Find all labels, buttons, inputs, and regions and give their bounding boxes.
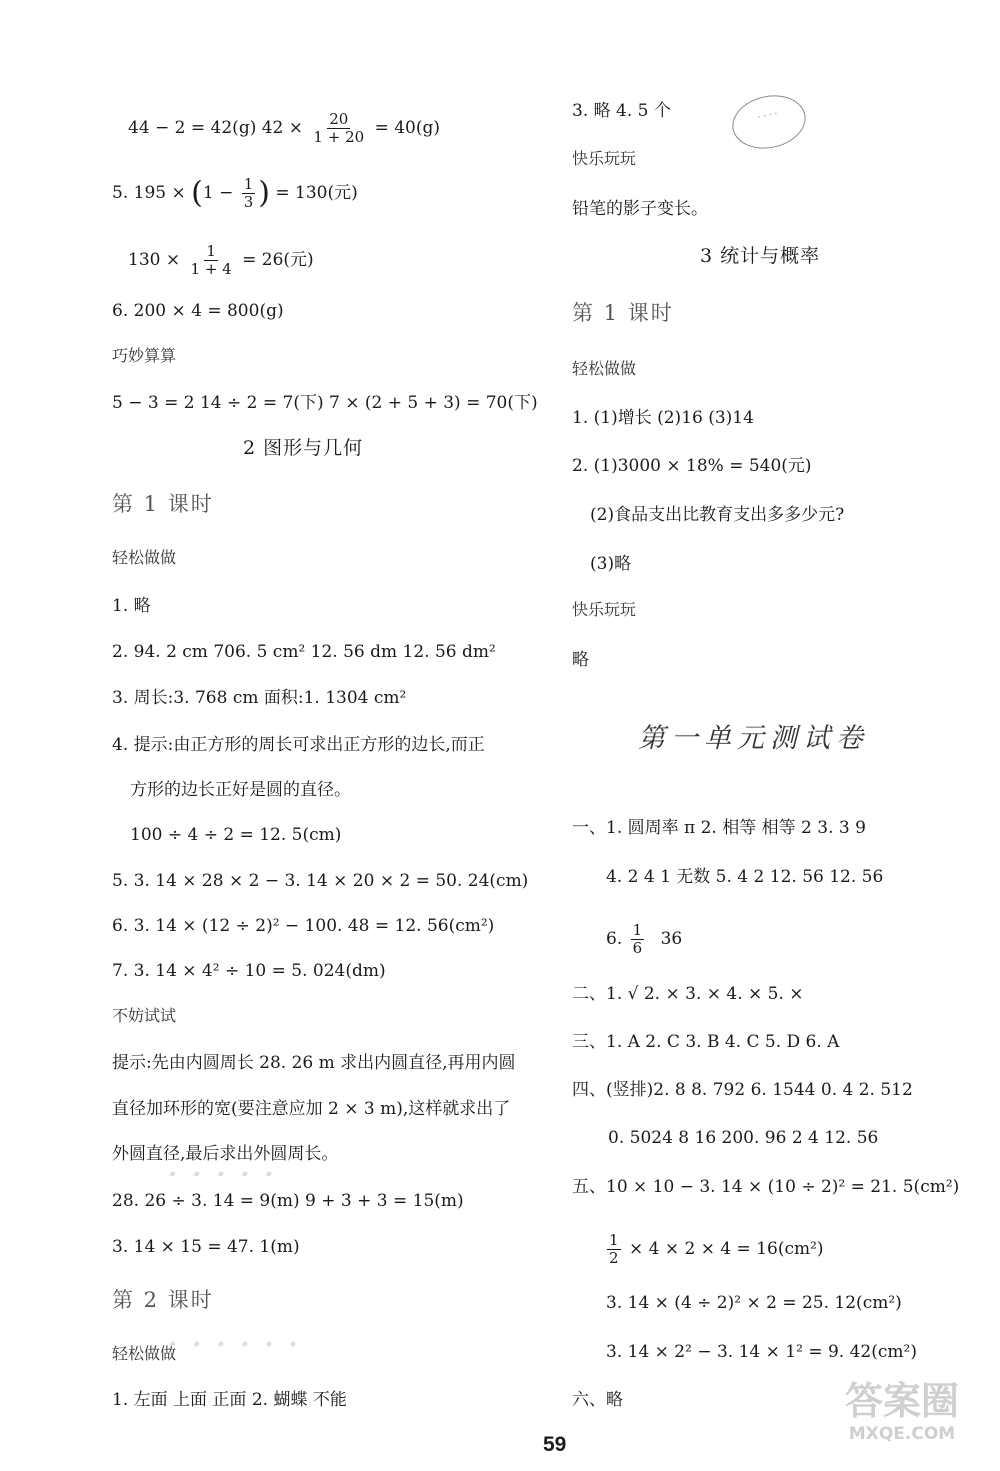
answer-line: 方形的边长正好是圆的直径。: [130, 780, 351, 800]
section-heading: 巧妙算算: [112, 346, 177, 365]
chapter-heading: 2 图形与几何: [243, 437, 364, 459]
stamp-seal: · · · ·: [727, 89, 810, 155]
answer-line: 7. 3. 14 × 4² ÷ 10 = 5. 024(dm): [112, 961, 386, 981]
answer-line: 3. 略 4. 5 个: [572, 101, 671, 121]
answer-line: 2. (1)3000 × 18% = 540(元): [572, 456, 812, 476]
answer-line: 2. 94. 2 cm 706. 5 cm² 12. 56 dm 12. 56 dm²: [112, 642, 496, 662]
answer-line: 1. 左面 上面 正面 2. 蝴蝶 不能: [112, 1390, 347, 1410]
answer-line: 直径加环形的宽(要注意应加 2 × 3 m),这样就求出了: [112, 1099, 511, 1119]
answer-line: 3. 14 × 2² − 3. 14 × 1² = 9. 42(cm²): [606, 1342, 917, 1362]
fraction: $\frac{1}{3}$: [243, 175, 254, 211]
answer-line: 四、(竖排)2. 8 8. 792 6. 1544 0. 4 2. 512: [572, 1080, 913, 1100]
section-heading: 轻松做做: [112, 1344, 177, 1363]
answer-line: 4. 提示:由正方形的周长可求出正方形的边长,而正: [112, 735, 485, 755]
answer-line: 五、10 × 10 − 3. 14 × (10 ÷ 2)² = 21. 5(cm²): [572, 1177, 960, 1197]
section-heading: 轻松做做: [112, 548, 177, 567]
answer-line: 130 × $\frac{1}{1 + 4}$ = 26(元): [128, 242, 314, 278]
faint-watermark: · · · · ·: [168, 1160, 277, 1190]
answer-line: $\frac{1}{2}$ × 4 × 2 × 4 = 16(cm²): [609, 1231, 824, 1267]
answer-line: 6. $\frac{1}{6}$ 36: [606, 921, 683, 957]
answer-line: 3. 14 × 15 = 47. 1(m): [112, 1237, 300, 1257]
fraction: $\frac{1}{6}$: [632, 921, 643, 957]
answer-line: 5. 195 × (1 − $\frac{1}{3}$ ) = 130(元): [112, 175, 358, 211]
lesson-heading: 第 1 课时: [112, 492, 214, 516]
answer-line: 三、1. A 2. C 3. B 4. C 5. D 6. A: [572, 1032, 840, 1052]
answer-line: 5. 3. 14 × 28 × 2 − 3. 14 × 20 × 2 = 50. 24(cm): [112, 871, 529, 891]
lesson-heading: 第 1 课时: [572, 301, 674, 325]
page-number: 59: [543, 1433, 567, 1456]
answer-line: 6. 3. 14 × (12 ÷ 2)² − 100. 48 = 12. 56(cm²): [112, 916, 495, 936]
answer-line: 3. 周长:3. 768 cm 面积:1. 1304 cm²: [112, 688, 407, 708]
answer-line: 铅笔的影子变长。: [572, 199, 708, 219]
answer-line: 4. 2 4 1 无数 5. 4 2 12. 56 12. 56: [606, 867, 884, 887]
section-heading: 轻松做做: [572, 359, 637, 378]
answer-line: (2)食品支出比教育支出多多少元?: [590, 505, 845, 525]
answer-line: 1. (1)增长 (2)16 (3)14: [572, 408, 754, 428]
answer-line: 44 − 2 = 42(g) 42 × $\frac{20}{1 + 20}$ = 40(g): [128, 110, 441, 146]
faint-watermark: · · · · · ·: [168, 1330, 301, 1360]
section-heading: 快乐玩玩: [572, 149, 637, 168]
answer-line: 外圆直径,最后求出外圆周长。: [112, 1144, 339, 1164]
answer-line: 提示:先由内圆周长 28. 26 m 求出内圆直径,再用内圆: [112, 1053, 516, 1073]
answer-line: 略: [572, 650, 589, 670]
answer-line: 1. 略: [112, 596, 151, 616]
answer-line: 二、1. √ 2. × 3. × 4. × 5. ×: [572, 984, 804, 1004]
answer-line: 6. 200 × 4 = 800(g): [112, 301, 284, 321]
answer-line: 5 − 3 = 2 14 ÷ 2 = 7(下) 7 × (2 + 5 + 3) = 70(下): [112, 393, 538, 413]
answer-line: 六、略: [572, 1390, 623, 1410]
fraction: $\frac{1}{1 + 4}$: [190, 242, 232, 278]
answer-line: 0. 5024 8 16 200. 96 2 4 12. 56: [608, 1128, 879, 1148]
site-watermark: 答案圈 MXQE.COM: [844, 1379, 959, 1444]
section-heading: 快乐玩玩: [572, 600, 637, 619]
unit-test-title: 第一单元测试卷: [638, 723, 869, 754]
answer-line: 3. 14 × (4 ÷ 2)² × 2 = 25. 12(cm²): [606, 1293, 902, 1313]
fraction: $\frac{1}{2}$: [609, 1231, 619, 1267]
answer-line: 100 ÷ 4 ÷ 2 = 12. 5(cm): [130, 825, 342, 845]
chapter-heading: 3 统计与概率: [700, 245, 821, 267]
answer-line: 一、1. 圆周率 π 2. 相等 相等 2 3. 3 9: [572, 818, 866, 838]
answer-line: (3)略: [590, 554, 632, 574]
fraction: $\frac{20}{1 + 20}$: [313, 110, 365, 146]
answer-line: 28. 26 ÷ 3. 14 = 9(m) 9 + 3 + 3 = 15(m): [112, 1191, 464, 1211]
lesson-heading: 第 2 课时: [112, 1288, 214, 1312]
section-heading: 不妨试试: [112, 1006, 177, 1025]
